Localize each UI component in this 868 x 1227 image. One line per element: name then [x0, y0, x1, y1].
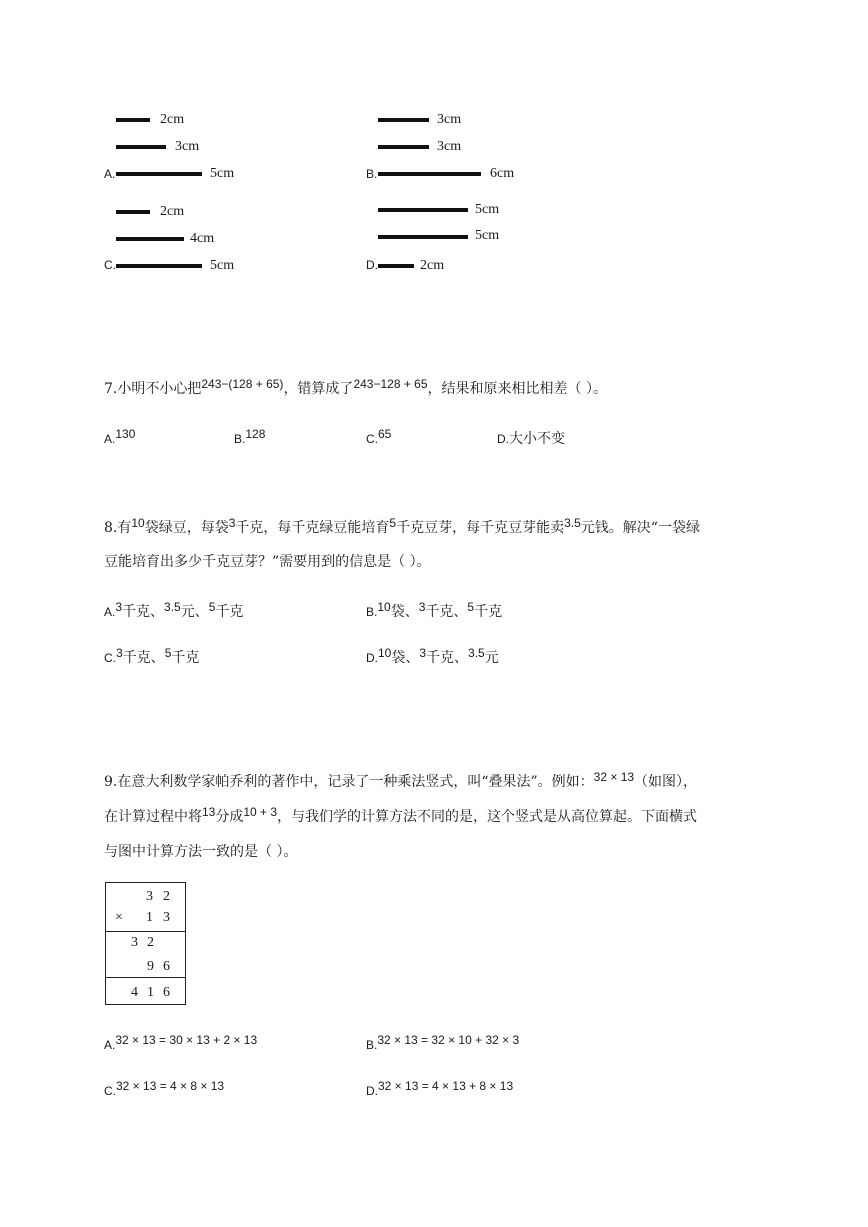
- option-letter: A.: [104, 432, 116, 446]
- option-letter: B.: [366, 605, 378, 619]
- option-text: 袋、: [391, 650, 420, 666]
- option-letter: D.: [497, 432, 509, 446]
- option-letter: B.: [366, 1038, 378, 1052]
- segment-label: 6cm: [490, 166, 515, 181]
- option-value: 130: [115, 427, 136, 441]
- q7-text: ，结果和原来相比相差（ ）。: [427, 381, 607, 397]
- divider: [106, 977, 185, 978]
- option-letter: D.: [366, 258, 378, 272]
- option-expression: 32 × 13 = 30 × 13 + 2 × 13: [115, 1033, 258, 1047]
- q8-text: 千克豆芽，每千克豆芽能卖: [396, 520, 565, 536]
- segment-bar: [116, 118, 150, 122]
- figure-digit: 3: [131, 935, 138, 950]
- q9-expression: 32 × 13: [593, 770, 635, 784]
- segment-bar: [116, 172, 202, 176]
- option-text: 元: [484, 650, 499, 666]
- option-number: 3.5: [164, 600, 181, 614]
- q7-option-a[interactable]: [104, 427, 136, 448]
- option-letter: A.: [104, 605, 116, 619]
- q8-text: 袋绿豆，每袋: [144, 520, 229, 536]
- multiplication-figure: [105, 882, 186, 1005]
- segment-label: 5cm: [210, 258, 235, 273]
- segment-label: 3cm: [437, 139, 462, 154]
- option-number: 3.5: [468, 646, 485, 660]
- option-number: 3: [115, 600, 123, 614]
- q8-option-b[interactable]: [366, 600, 503, 621]
- figure-digit: 6: [163, 959, 170, 974]
- figure-digit: 1: [147, 985, 154, 1000]
- option-number: 5: [467, 600, 475, 614]
- option-value: 128: [245, 427, 266, 441]
- question-7: [104, 377, 607, 398]
- option-text: 千克、: [122, 650, 165, 666]
- q7-text: ，错算成了: [283, 381, 354, 397]
- segment-label: 2cm: [160, 112, 185, 127]
- option-text: 千克、: [426, 650, 469, 666]
- segment-bar: [116, 210, 150, 214]
- segment-label: 3cm: [175, 139, 200, 154]
- q7-expression: 243−128 + 65: [353, 377, 428, 391]
- option-value: 65: [378, 427, 392, 441]
- q8-number: 3: [228, 516, 236, 530]
- figure-digit: 1: [146, 910, 153, 925]
- q9-text: 9.在意大利数学家帕乔利的著作中，记录了一种乘法竖式，叫“叠果法”。例如：: [104, 774, 594, 790]
- question-9-line-1: [104, 770, 698, 791]
- option-expression: 32 × 13 = 4 × 13 + 8 × 13: [378, 1079, 514, 1093]
- question-8-line-2: 豆能培育出多少千克豆芽？”需要用到的信息是（ ）。: [104, 554, 431, 570]
- q8-number: 10: [131, 516, 145, 530]
- q8-text: 元钱。解决“一袋绿: [580, 520, 700, 536]
- option-text: 千克: [215, 604, 244, 620]
- q8-text: 千克，每千克绿豆能培育: [235, 520, 390, 536]
- option-number: 3: [419, 646, 427, 660]
- option-number: 10: [378, 646, 392, 660]
- figure-digit: 2: [163, 889, 170, 904]
- option-value: 大小不变: [509, 431, 565, 447]
- option-text: 元、: [180, 604, 209, 620]
- q8-number: 3.5: [564, 516, 581, 530]
- segment-label: 3cm: [437, 112, 462, 127]
- q9-option-d[interactable]: [366, 1079, 514, 1100]
- segment-label: 2cm: [160, 204, 185, 219]
- option-letter: C.: [104, 1084, 116, 1098]
- option-letter: C.: [366, 432, 378, 446]
- segment-bar: [378, 235, 468, 239]
- segment-bar: [378, 172, 481, 176]
- question-9-line-3: 与图中计算方法一致的是（ ）。: [104, 844, 298, 860]
- option-expression: 32 × 13 = 32 × 10 + 32 × 3: [377, 1033, 520, 1047]
- q9-option-b[interactable]: [366, 1033, 520, 1054]
- q9-expression: 10 + 3: [243, 805, 278, 819]
- segment-bar: [116, 264, 202, 268]
- question-8-line-1: [104, 516, 700, 537]
- segment-bar: [378, 118, 429, 122]
- multiply-sign: ×: [115, 910, 123, 925]
- segment-label: 5cm: [210, 166, 235, 181]
- option-number: 5: [164, 646, 172, 660]
- segment-label: 4cm: [190, 231, 215, 246]
- q8-option-d[interactable]: [366, 646, 499, 667]
- q7-option-b[interactable]: [234, 427, 266, 448]
- option-number: 3: [418, 600, 426, 614]
- option-letter: D.: [366, 651, 378, 665]
- q9-text: （如图），: [634, 774, 698, 790]
- option-letter: B.: [366, 167, 378, 181]
- option-letter: B.: [234, 432, 246, 446]
- option-number: 5: [208, 600, 216, 614]
- q7-expression: 243−(128 + 65): [201, 377, 284, 391]
- option-letter: A.: [104, 1038, 116, 1052]
- option-text: 袋、: [390, 604, 419, 620]
- segment-bar: [116, 145, 166, 149]
- question-9-line-2: [104, 805, 698, 826]
- segment-bar: [378, 264, 414, 268]
- option-number: 3: [116, 646, 123, 660]
- q9-option-a[interactable]: [104, 1033, 258, 1054]
- option-letter: A.: [104, 167, 116, 181]
- q9-number: 13: [202, 805, 216, 819]
- figure-digit: 3: [163, 910, 170, 925]
- segment-bar: [378, 145, 429, 149]
- figure-digit: 4: [131, 985, 138, 1000]
- divider: [106, 931, 185, 932]
- figure-digit: 9: [147, 959, 154, 974]
- option-text: 千克、: [425, 604, 468, 620]
- q8-text: 8.有: [104, 520, 132, 536]
- figure-digit: 3: [146, 889, 153, 904]
- q7-text: 7.小明不小心把: [104, 381, 202, 397]
- q9-text: ，与我们学的计算方法不同的是，这个竖式是从高位算起。下面横式: [277, 809, 698, 825]
- option-number: 10: [377, 600, 391, 614]
- option-text: 千克、: [122, 604, 165, 620]
- option-text: 千克: [171, 650, 200, 666]
- segment-bar: [116, 237, 184, 241]
- q7-option-d[interactable]: [497, 430, 565, 448]
- figure-digit: 6: [163, 985, 170, 1000]
- q9-text: 在计算过程中将: [104, 809, 202, 825]
- figure-digit: 2: [147, 935, 154, 950]
- q9-text: 分成: [215, 809, 244, 825]
- option-letter: D.: [366, 1084, 378, 1098]
- q8-option-a[interactable]: [104, 600, 244, 621]
- segment-label: 2cm: [420, 258, 445, 273]
- q8-option-c[interactable]: [104, 646, 200, 667]
- q7-option-c[interactable]: [366, 427, 392, 448]
- option-letter: C.: [104, 651, 116, 665]
- option-text: 千克: [474, 604, 503, 620]
- segment-label: 5cm: [475, 228, 500, 243]
- segment-label: 5cm: [475, 202, 500, 217]
- option-expression: 32 × 13 = 4 × 8 × 13: [116, 1079, 225, 1093]
- q8-number: 5: [389, 516, 397, 530]
- q9-option-c[interactable]: [104, 1079, 225, 1100]
- option-letter: C.: [104, 258, 116, 272]
- segment-bar: [378, 208, 468, 212]
